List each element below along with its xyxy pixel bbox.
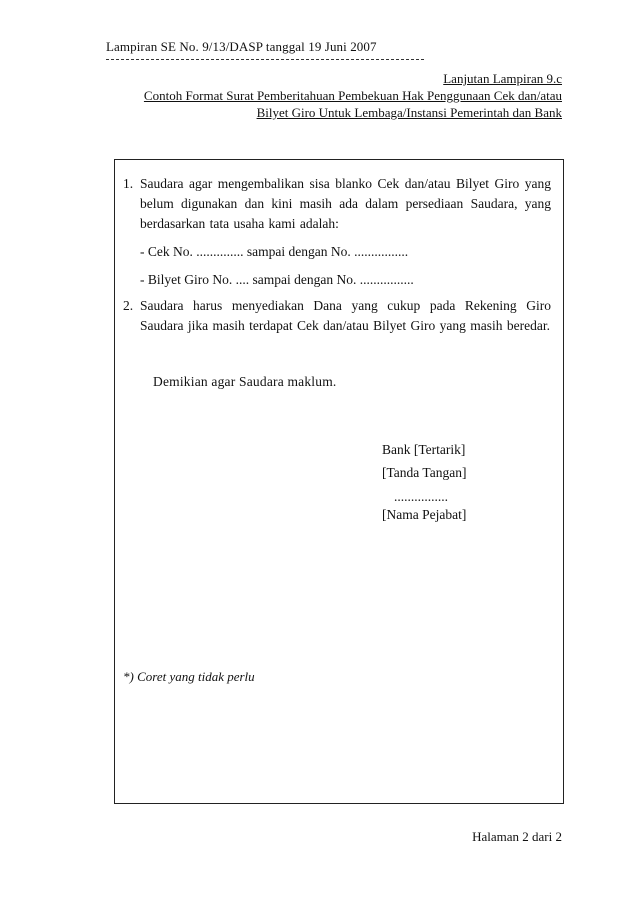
closing-statement: Demikian agar Saudara maklum. bbox=[153, 374, 337, 389]
signature-block bbox=[382, 440, 466, 525]
list-number-1: 1. bbox=[123, 176, 134, 191]
bank-name: Bank [Tertarik] bbox=[382, 442, 466, 457]
list-number-2: 2. bbox=[123, 298, 134, 313]
signature-dots: ................ bbox=[394, 489, 448, 504]
signature-label: [Tanda Tangan] bbox=[382, 465, 467, 480]
letter-body-box bbox=[114, 159, 564, 804]
continuation-label: Lanjutan Lampiran 9.c bbox=[443, 71, 562, 86]
attachment-reference: Lampiran SE No. 9/13/DASP tanggal 19 Juni 2007 bbox=[106, 39, 377, 54]
cheque-number-line: - Cek No. .............. sampai dengan No. ................ bbox=[140, 244, 409, 259]
list-item-2-text: Saudara harus menyediakan Dana yang cukup pada Rekening Giro Saudara jika masih terdapat Cek dan/atau Bilyet Giro yang masih beredar. bbox=[140, 298, 551, 333]
giro-number-line: - Bilyet Giro No. .... sampai dengan No. ................ bbox=[140, 272, 414, 287]
list-item-2 bbox=[123, 296, 551, 336]
page-number: Halaman 2 dari 2 bbox=[472, 829, 562, 844]
instruction-list bbox=[123, 174, 551, 336]
document-title-line-1: Contoh Format Surat Pemberitahuan Pembekuan Hak Penggunaan Cek dan/atau bbox=[143, 88, 562, 103]
header-divider bbox=[106, 59, 424, 60]
list-item-1-text: Saudara agar mengembalikan sisa blanko Cek dan/atau Bilyet Giro yang belum digunakan dan kini masih ada dalam persediaan Saudara, yang berdasarkan tata usaha kami adalah: bbox=[140, 176, 551, 231]
official-name: [Nama Pejabat] bbox=[382, 507, 467, 522]
document-title bbox=[102, 87, 562, 121]
list-item-1 bbox=[123, 174, 551, 290]
document-title-line-2: Bilyet Giro Untuk Lembaga/Instansi Pemerintah dan Bank bbox=[256, 105, 562, 120]
footnote: *) Coret yang tidak perlu bbox=[123, 669, 255, 684]
